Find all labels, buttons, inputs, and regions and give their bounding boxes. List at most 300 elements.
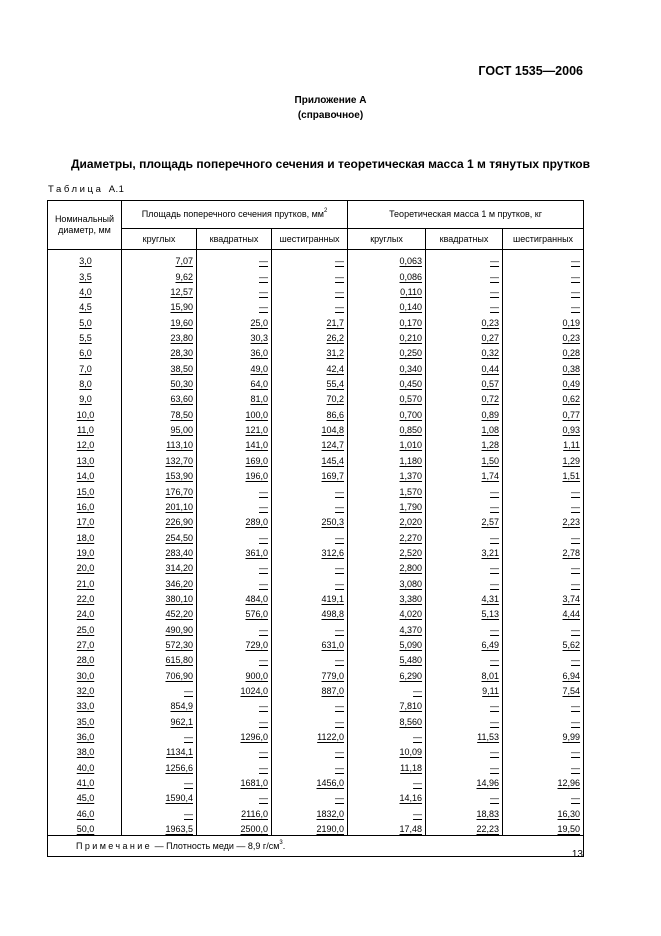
cell-value: — (335, 762, 345, 773)
header-area-group (122, 201, 348, 229)
cell-value: 1456,0 (316, 778, 345, 789)
cell-value: — (335, 578, 345, 589)
cell-value: 14,16 (399, 793, 423, 804)
cell-diameter (48, 758, 122, 773)
cell-mass-round (348, 467, 426, 482)
cell-mass-round (348, 789, 426, 804)
cell-value: 1,51 (562, 471, 581, 482)
cell-value: 28,0 (76, 655, 95, 666)
cell-value: 9,99 (562, 732, 581, 742)
cell-diameter (48, 283, 122, 298)
cell-value: 145,4 (321, 455, 345, 466)
cell-value: 10,0 (76, 409, 95, 420)
cell-mass-round (348, 666, 426, 681)
cell-value: 0,77 (562, 409, 581, 420)
cell-mass-square (426, 467, 503, 482)
table-row (48, 789, 584, 804)
cell-area-hex (272, 574, 348, 589)
cell-value: 0,32 (481, 348, 500, 359)
cell-value: — (335, 501, 345, 512)
cell-mass-square (426, 390, 503, 405)
cell-area-square (197, 636, 272, 651)
cell-value: 21,7 (326, 317, 345, 328)
cell-value: 1,28 (481, 440, 500, 451)
table-row (48, 267, 584, 282)
cell-mass-square (426, 359, 503, 374)
cell-mass-round (348, 513, 426, 528)
cell-value: 0,57 (481, 379, 500, 390)
cell-area-round (122, 513, 197, 528)
table-row (48, 283, 584, 298)
cell-value: 484,0 (245, 593, 268, 604)
cell-value: 1134,1 (166, 747, 193, 758)
table-note (48, 836, 584, 857)
cell-value: — (490, 701, 500, 712)
header-area-hex: шестигранных (272, 229, 348, 250)
cell-mass-square (426, 820, 503, 836)
cell-area-square (197, 267, 272, 282)
cell-value: 1,010 (399, 440, 423, 451)
cell-value: 4,5 (79, 302, 92, 313)
cell-value: 196,0 (245, 471, 268, 482)
cell-area-square (197, 743, 272, 758)
cell-area-hex (272, 451, 348, 466)
cell-area-round (122, 651, 197, 666)
cell-area-round (122, 298, 197, 313)
cell-area-square (197, 697, 272, 712)
cell-diameter (48, 344, 122, 359)
cell-mass-hex (503, 636, 584, 651)
cell-value: 1,29 (562, 455, 581, 466)
cell-area-square (197, 774, 272, 789)
cell-diameter (48, 789, 122, 804)
cell-area-hex (272, 498, 348, 513)
cell-mass-square (426, 498, 503, 513)
cell-area-round (122, 728, 197, 743)
cell-value: 498,8 (321, 609, 345, 620)
cell-mass-round (348, 482, 426, 497)
cell-value: 0,27 (481, 333, 500, 344)
cell-area-hex (272, 804, 348, 819)
appendix-title: Приложение А (294, 95, 367, 106)
cell-area-square (197, 451, 272, 466)
table-row (48, 666, 584, 681)
cell-value: 3,380 (399, 593, 423, 604)
cell-value: — (571, 256, 581, 267)
cell-value: 250,3 (321, 517, 345, 528)
cell-mass-square (426, 620, 503, 635)
cell-value: 33,0 (76, 701, 95, 712)
cell-mass-square (426, 344, 503, 359)
cell-mass-hex (503, 359, 584, 374)
cell-area-square (197, 728, 272, 743)
cell-value: 21,0 (76, 578, 95, 589)
cell-value: 1296,0 (240, 732, 268, 742)
cell-mass-round (348, 405, 426, 420)
cell-area-hex (272, 559, 348, 574)
table-row (48, 758, 584, 773)
cell-value: 0,44 (481, 363, 500, 374)
table-row (48, 451, 584, 466)
cell-value: 5,0 (79, 317, 92, 328)
cell-mass-square (426, 513, 503, 528)
cell-diameter (48, 544, 122, 559)
header-area-text: Площадь поперечного сечения прутков, мм (141, 209, 324, 219)
cell-value: 5,13 (481, 609, 500, 620)
cell-value: 0,38 (562, 363, 581, 374)
cell-value: — (571, 747, 581, 758)
cell-area-square (197, 513, 272, 528)
cell-value: — (571, 578, 581, 589)
cell-mass-square (426, 329, 503, 344)
cell-value: 1,370 (399, 471, 423, 482)
cell-value: 100,0 (245, 409, 268, 420)
table-row (48, 498, 584, 513)
cell-diameter (48, 451, 122, 466)
table-row (48, 329, 584, 344)
cell-value: 380,10 (165, 593, 193, 604)
cell-area-square (197, 758, 272, 773)
cell-value: 6,94 (562, 670, 581, 681)
table-row (48, 313, 584, 328)
cell-mass-round (348, 559, 426, 574)
cell-value: — (413, 778, 423, 789)
cell-area-round (122, 544, 197, 559)
cell-area-round (122, 636, 197, 651)
cell-value: — (490, 271, 500, 282)
cell-area-round (122, 451, 197, 466)
cell-area-square (197, 712, 272, 727)
cell-value: — (259, 701, 268, 712)
cell-value: 36,0 (76, 732, 95, 742)
cell-mass-square (426, 283, 503, 298)
cell-value: 6,290 (399, 670, 423, 681)
note-text: — Плотность меди — 8,9 г/см (152, 840, 280, 851)
cell-mass-round (348, 697, 426, 712)
cell-value: 854,9 (170, 701, 193, 712)
cell-value: 900,0 (245, 670, 268, 681)
cell-value: 18,83 (476, 808, 500, 819)
cell-value: 42,4 (326, 363, 345, 374)
cell-area-round (122, 620, 197, 635)
cell-area-hex (272, 344, 348, 359)
cell-area-round (122, 743, 197, 758)
cell-mass-square (426, 666, 503, 681)
cell-value: — (259, 287, 268, 298)
cell-mass-hex (503, 697, 584, 712)
cell-value: — (490, 302, 500, 313)
cell-value: 1,790 (399, 501, 423, 512)
cell-value: 0,110 (400, 287, 423, 298)
cell-area-hex (272, 789, 348, 804)
cell-area-hex (272, 728, 348, 743)
cell-diameter (48, 329, 122, 344)
cell-value: 15,90 (170, 302, 193, 313)
table-row (48, 605, 584, 620)
cell-mass-round (348, 436, 426, 451)
cell-area-square (197, 313, 272, 328)
cell-mass-round (348, 774, 426, 789)
cell-mass-square (426, 590, 503, 605)
cell-mass-round (348, 298, 426, 313)
cell-mass-hex (503, 789, 584, 804)
table-row (48, 436, 584, 451)
cell-value: 576,0 (245, 609, 268, 620)
cell-mass-hex (503, 421, 584, 436)
cell-value: 1122,0 (317, 732, 345, 742)
cell-mass-square (426, 605, 503, 620)
cell-value: 40,0 (76, 762, 95, 773)
cell-mass-hex (503, 651, 584, 666)
cell-value: 124,7 (321, 440, 345, 451)
cell-area-hex (272, 743, 348, 758)
cell-value: 38,50 (170, 363, 193, 374)
dimensions-table (47, 200, 584, 857)
cell-area-square (197, 250, 272, 268)
cell-value: 8,01 (481, 670, 500, 681)
cell-diameter (48, 605, 122, 620)
header-mass-hex: шестигранных (503, 229, 584, 250)
cell-value: 729,0 (245, 639, 268, 650)
cell-value: — (335, 701, 345, 712)
cell-value: 121,0 (245, 425, 268, 436)
cell-value: — (335, 655, 345, 666)
cell-value: 0,170 (399, 317, 423, 328)
cell-value: 95,00 (170, 425, 193, 436)
cell-area-round (122, 250, 197, 268)
cell-value: 3,5 (79, 271, 92, 282)
cell-value: 41,0 (76, 778, 95, 789)
cell-value: 36,0 (250, 348, 268, 359)
cell-value: — (571, 624, 581, 635)
cell-mass-round (348, 250, 426, 268)
cell-value: 30,3 (250, 333, 268, 344)
cell-value: — (259, 716, 268, 727)
table-row (48, 390, 584, 405)
cell-value: 16,30 (557, 808, 581, 819)
table-body (48, 250, 584, 836)
cell-mass-hex (503, 544, 584, 559)
cell-mass-round (348, 636, 426, 651)
cell-value: — (335, 271, 345, 282)
cell-value: 0,93 (562, 425, 581, 436)
cell-mass-round (348, 375, 426, 390)
document-code: ГОСТ 1535—2006 (478, 64, 583, 78)
cell-mass-hex (503, 390, 584, 405)
cell-mass-hex (503, 267, 584, 282)
cell-diameter (48, 636, 122, 651)
cell-value: 22,23 (476, 824, 500, 835)
cell-value: 153,90 (165, 471, 193, 482)
cell-diameter (48, 467, 122, 482)
cell-value: 1,570 (399, 486, 423, 497)
cell-value: 38,0 (76, 747, 95, 758)
cell-value: 5,090 (399, 639, 423, 650)
cell-mass-round (348, 605, 426, 620)
cell-value: 11,18 (400, 762, 423, 773)
table-row (48, 513, 584, 528)
cell-value: 0,250 (399, 348, 423, 359)
table-row (48, 590, 584, 605)
cell-mass-square (426, 574, 503, 589)
cell-value: 2116,0 (241, 808, 268, 819)
cell-area-hex (272, 436, 348, 451)
cell-mass-hex (503, 283, 584, 298)
cell-value: 50,30 (170, 379, 193, 390)
cell-area-round (122, 421, 197, 436)
cell-area-hex (272, 329, 348, 344)
cell-mass-hex (503, 467, 584, 482)
cell-diameter (48, 390, 122, 405)
cell-value: 0,19 (562, 317, 581, 328)
table-row (48, 375, 584, 390)
table-row (48, 559, 584, 574)
cell-area-round (122, 390, 197, 405)
cell-mass-round (348, 267, 426, 282)
cell-value: — (184, 808, 193, 819)
cell-area-round (122, 482, 197, 497)
cell-mass-hex (503, 298, 584, 313)
cell-value: 7,810 (399, 701, 423, 712)
cell-value: 7,07 (175, 256, 193, 267)
cell-value: 0,340 (399, 363, 423, 374)
cell-value: 9,11 (482, 685, 500, 696)
cell-value: — (259, 486, 268, 497)
header-mass-group: Теоретическая масса 1 м прутков, кг (348, 201, 584, 229)
cell-area-round (122, 789, 197, 804)
cell-value: — (184, 778, 193, 789)
cell-area-hex (272, 620, 348, 635)
cell-value: 45,0 (76, 793, 95, 804)
cell-diameter (48, 666, 122, 681)
cell-area-square (197, 528, 272, 543)
note-end: . (282, 840, 286, 851)
cell-value: 55,4 (326, 379, 345, 390)
cell-value: 0,62 (562, 394, 581, 405)
cell-area-round (122, 436, 197, 451)
cell-area-hex (272, 528, 348, 543)
cell-mass-round (348, 682, 426, 697)
cell-value: 2,57 (481, 517, 500, 528)
cell-mass-square (426, 559, 503, 574)
cell-area-round (122, 283, 197, 298)
cell-value: 8,560 (399, 716, 423, 727)
cell-diameter (48, 743, 122, 758)
cell-value: 17,48 (399, 824, 423, 835)
cell-value: — (413, 732, 423, 742)
cell-area-square (197, 682, 272, 697)
cell-value: 1,74 (481, 471, 500, 482)
cell-area-hex (272, 359, 348, 374)
cell-value: 86,6 (326, 409, 345, 420)
cell-value: 572,30 (165, 639, 193, 650)
table-row (48, 574, 584, 589)
cell-value: — (571, 701, 581, 712)
cell-area-hex (272, 375, 348, 390)
cell-value: 779,0 (321, 670, 345, 681)
table-label-number: А.1 (108, 184, 125, 195)
cell-mass-round (348, 620, 426, 635)
cell-area-square (197, 375, 272, 390)
cell-value: 4,370 (399, 624, 423, 635)
cell-area-square (197, 344, 272, 359)
cell-diameter (48, 436, 122, 451)
cell-area-square (197, 359, 272, 374)
cell-value: 2500,0 (240, 824, 268, 835)
cell-value: 631,0 (321, 639, 345, 650)
cell-value: — (490, 578, 500, 589)
cell-mass-hex (503, 528, 584, 543)
cell-value: 1832,0 (316, 808, 345, 819)
cell-value: 962,1 (170, 716, 193, 727)
cell-mass-round (348, 344, 426, 359)
cell-area-round (122, 697, 197, 712)
cell-value: 25,0 (250, 317, 268, 328)
cell-mass-round (348, 758, 426, 773)
cell-value: — (259, 762, 268, 773)
cell-area-hex (272, 313, 348, 328)
cell-area-square (197, 298, 272, 313)
cell-value: 1,180 (399, 455, 423, 466)
cell-area-hex (272, 590, 348, 605)
cell-value: — (571, 532, 581, 543)
table-row (48, 467, 584, 482)
cell-diameter (48, 620, 122, 635)
cell-diameter (48, 559, 122, 574)
cell-value: 3,0 (79, 256, 92, 267)
cell-diameter (48, 359, 122, 374)
cell-value: 176,70 (165, 486, 193, 497)
header-mass-square: квадратных (426, 229, 503, 250)
table-row (48, 712, 584, 727)
cell-value: 12,96 (557, 778, 581, 789)
cell-area-hex (272, 605, 348, 620)
cell-value: 19,60 (170, 317, 193, 328)
cell-area-round (122, 820, 197, 836)
cell-value: 0,700 (399, 409, 423, 420)
cell-mass-hex (503, 820, 584, 836)
cell-value: — (490, 793, 500, 804)
cell-area-square (197, 498, 272, 513)
cell-diameter (48, 267, 122, 282)
cell-value: 361,0 (245, 547, 268, 558)
cell-value: 12,57 (170, 287, 193, 298)
cell-value: — (571, 563, 581, 574)
cell-area-square (197, 666, 272, 681)
cell-area-square (197, 482, 272, 497)
cell-mass-square (426, 544, 503, 559)
cell-diameter (48, 421, 122, 436)
cell-value: — (259, 624, 268, 635)
cell-value: — (184, 685, 193, 696)
cell-value: 78,50 (170, 409, 193, 420)
cell-diameter (48, 375, 122, 390)
cell-area-round (122, 405, 197, 420)
table-row (48, 528, 584, 543)
cell-value: 35,0 (76, 716, 95, 727)
cell-mass-square (426, 636, 503, 651)
cell-value: — (490, 501, 500, 512)
cell-value: 1256,6 (165, 762, 193, 773)
cell-diameter (48, 728, 122, 743)
cell-value: — (259, 793, 268, 804)
cell-mass-square (426, 743, 503, 758)
cell-value: — (490, 655, 500, 666)
cell-value: — (490, 486, 500, 497)
cell-value: — (335, 302, 345, 313)
table-row (48, 651, 584, 666)
table-row (48, 820, 584, 836)
